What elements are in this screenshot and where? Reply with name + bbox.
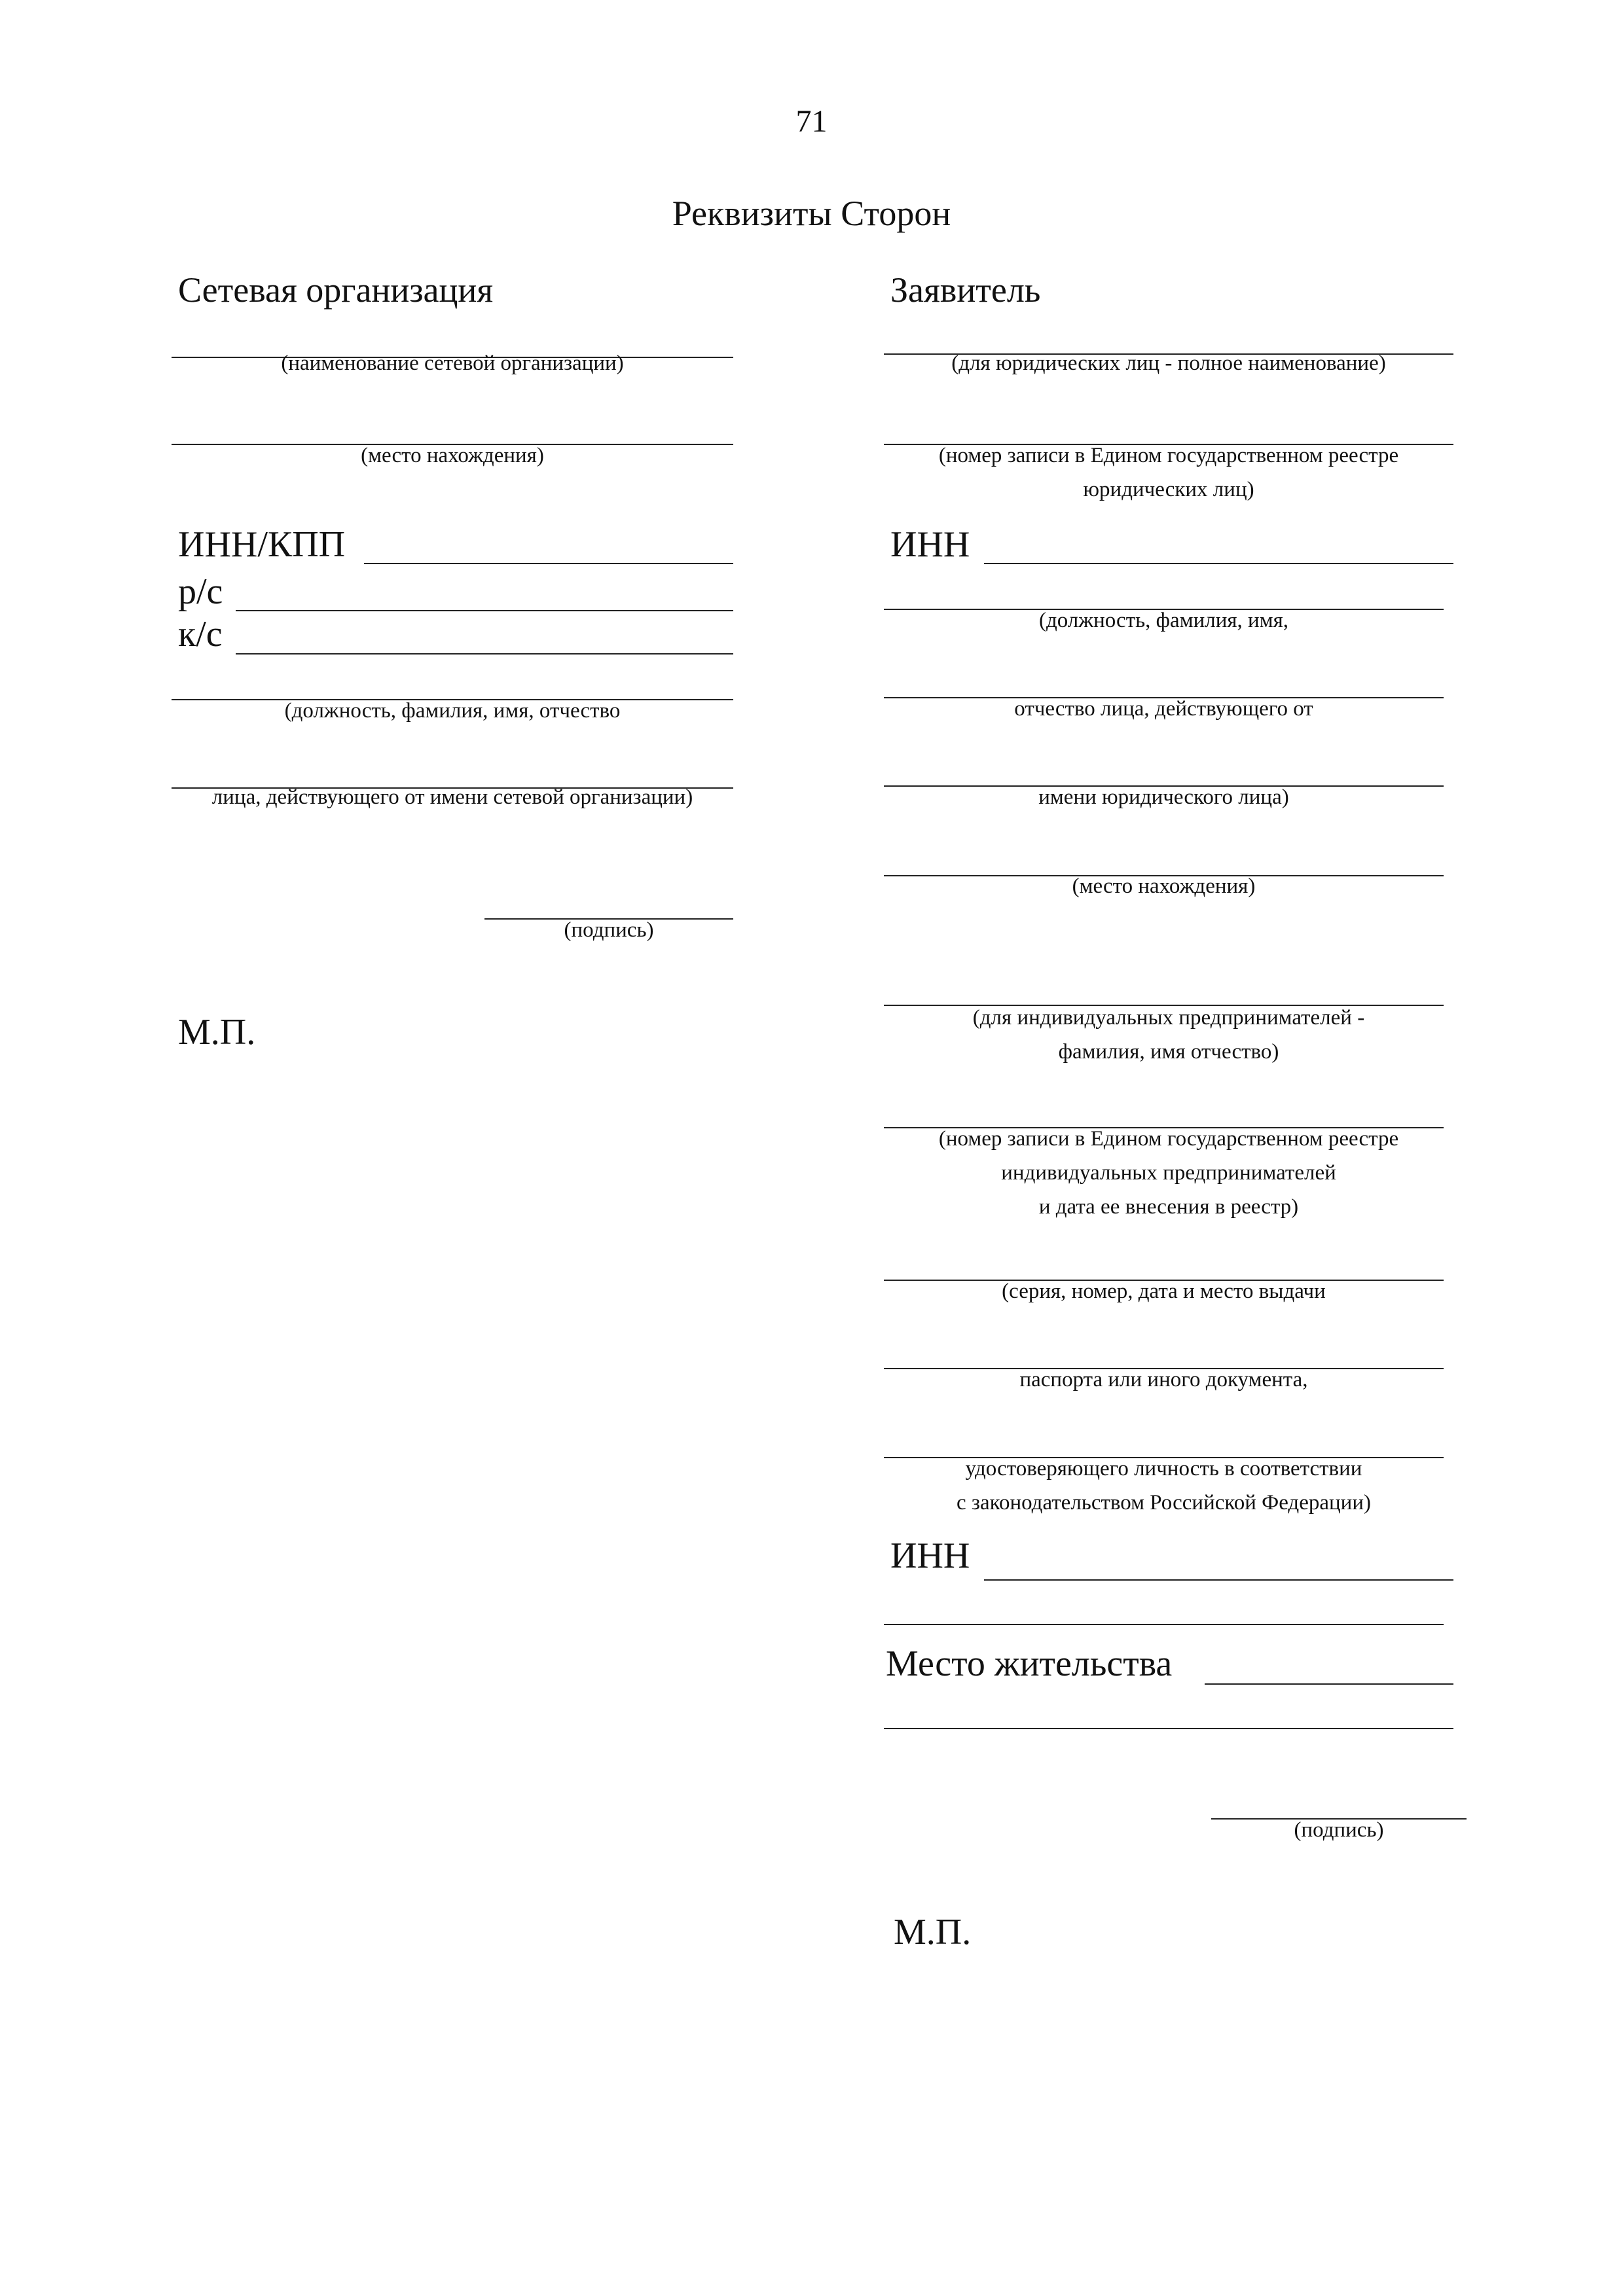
position-caption-2: отчество лица, действующего от — [1014, 697, 1313, 721]
rs-field[interactable] — [236, 610, 733, 611]
residence-label: Место жительства — [886, 1643, 1173, 1684]
org-signature-caption: (подпись) — [564, 918, 654, 942]
applicant-signature-caption: (подпись) — [1294, 1818, 1384, 1842]
left-seal-label: М.П. — [178, 1012, 256, 1052]
org-location-caption: (место нахождения) — [361, 444, 544, 467]
egrip-caption-3: и дата ее внесения в реестр) — [1038, 1195, 1299, 1219]
applicant-location-caption: (место нахождения) — [1072, 874, 1256, 898]
page-number: 71 — [795, 104, 828, 139]
egrul-caption-2: юридических лиц) — [1083, 478, 1254, 501]
ip-caption-2: фамилия, имя отчество) — [1058, 1040, 1279, 1064]
position-caption-1: (должность, фамилия, имя, — [1038, 609, 1289, 632]
ip-inn-label: ИНН — [890, 1535, 970, 1576]
right-seal-label: М.П. — [894, 1912, 972, 1952]
ks-label: к/с — [178, 614, 223, 655]
applicant-inn-label: ИНН — [890, 524, 970, 565]
residence-field[interactable] — [1205, 1683, 1453, 1685]
ks-field[interactable] — [236, 653, 733, 655]
inn-kpp-label: ИНН/КПП — [178, 524, 346, 565]
rs-label: р/с — [178, 571, 223, 612]
passport-caption-3: удостоверяющего личность в соответствии — [965, 1457, 1362, 1480]
right-heading: Заявитель — [890, 270, 1041, 310]
egrip-caption-1: (номер записи в Едином государственном реестре — [938, 1127, 1399, 1151]
ip-caption-1: (для индивидуальных предпринимателей - — [972, 1006, 1365, 1030]
ip-inn-extra-line[interactable] — [884, 1624, 1444, 1625]
org-name-caption: (наименование сетевой организации) — [281, 351, 624, 375]
residence-extra-line[interactable] — [884, 1728, 1453, 1729]
inn-kpp-field[interactable] — [364, 563, 733, 564]
passport-caption-1: (серия, номер, дата и место выдачи — [1002, 1280, 1326, 1303]
applicant-inn-field[interactable] — [984, 563, 1453, 564]
signatory-caption-2: лица, действующего от имени сетевой организации) — [211, 785, 693, 809]
egrul-caption-1: (номер записи в Едином государственном реестре — [938, 444, 1399, 467]
position-caption-3: имени юридического лица) — [1038, 785, 1289, 809]
legal-name-caption: (для юридических лиц - полное наименование) — [951, 351, 1386, 375]
document-title: Реквизиты Сторон — [672, 194, 951, 233]
passport-caption-2: паспорта или иного документа, — [1019, 1368, 1308, 1391]
ip-inn-field[interactable] — [984, 1579, 1453, 1581]
egrip-caption-2: индивидуальных предпринимателей — [1001, 1161, 1336, 1185]
passport-caption-4: с законодательством Российской Федерации) — [957, 1491, 1371, 1515]
left-heading: Сетевая организация — [178, 270, 494, 310]
signatory-caption-1: (должность, фамилия, имя, отчество — [284, 699, 621, 723]
